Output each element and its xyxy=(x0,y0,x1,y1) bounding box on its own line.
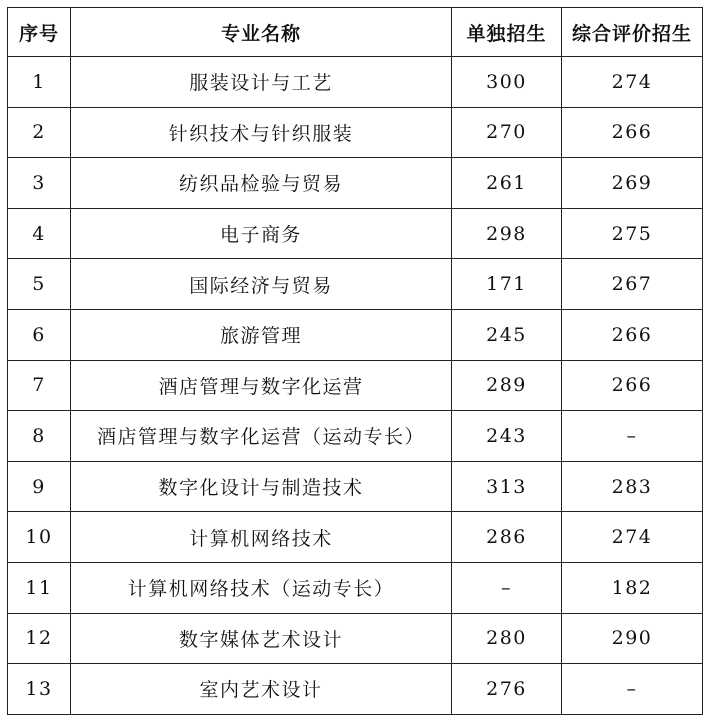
cell-comprehensive: 266 xyxy=(562,107,703,158)
cell-single: – xyxy=(452,562,562,613)
header-major-name: 专业名称 xyxy=(71,8,452,57)
cell-no: 9 xyxy=(8,461,71,512)
table-row xyxy=(8,259,703,310)
table-row xyxy=(8,512,703,563)
table-body xyxy=(8,57,703,715)
header-comprehensive-enrollment: 综合评价招生 xyxy=(562,8,703,57)
cell-single: 276 xyxy=(452,664,562,715)
cell-major-name: 数字化设计与制造技术 xyxy=(71,461,452,512)
table-row xyxy=(8,664,703,715)
cell-major-name: 针织技术与针织服装 xyxy=(71,107,452,158)
table-row xyxy=(8,158,703,209)
cell-no: 3 xyxy=(8,158,71,209)
cell-comprehensive: – xyxy=(562,664,703,715)
cell-no: 4 xyxy=(8,208,71,259)
cell-comprehensive: 274 xyxy=(562,57,703,108)
cell-single: 171 xyxy=(452,259,562,310)
cell-comprehensive: 266 xyxy=(562,309,703,360)
table-row xyxy=(8,57,703,108)
cell-comprehensive: 283 xyxy=(562,461,703,512)
cell-no: 8 xyxy=(8,411,71,462)
cell-no: 5 xyxy=(8,259,71,310)
cell-no: 1 xyxy=(8,57,71,108)
cell-major-name: 电子商务 xyxy=(71,208,452,259)
cell-major-name: 计算机网络技术 xyxy=(71,512,452,563)
cell-major-name: 服装设计与工艺 xyxy=(71,57,452,108)
table-row xyxy=(8,208,703,259)
table-row xyxy=(8,562,703,613)
table-row xyxy=(8,411,703,462)
cell-major-name: 室内艺术设计 xyxy=(71,664,452,715)
cell-major-name: 旅游管理 xyxy=(71,309,452,360)
cell-major-name: 数字媒体艺术设计 xyxy=(71,613,452,664)
cell-comprehensive: 269 xyxy=(562,158,703,209)
cell-no: 6 xyxy=(8,309,71,360)
cell-major-name: 国际经济与贸易 xyxy=(71,259,452,310)
cell-comprehensive: 275 xyxy=(562,208,703,259)
cell-no: 12 xyxy=(8,613,71,664)
cell-no: 7 xyxy=(8,360,71,411)
cell-major-name: 计算机网络技术（运动专长） xyxy=(71,562,452,613)
header-no: 序号 xyxy=(8,8,71,57)
cell-single: 270 xyxy=(452,107,562,158)
score-table xyxy=(7,7,703,715)
cell-comprehensive: 290 xyxy=(562,613,703,664)
table-row xyxy=(8,360,703,411)
cell-single: 298 xyxy=(452,208,562,259)
cell-single: 313 xyxy=(452,461,562,512)
cell-major-name: 纺织品检验与贸易 xyxy=(71,158,452,209)
header-single-enrollment: 单独招生 xyxy=(452,8,562,57)
cell-single: 261 xyxy=(452,158,562,209)
cell-single: 300 xyxy=(452,57,562,108)
cell-comprehensive: 266 xyxy=(562,360,703,411)
cell-no: 2 xyxy=(8,107,71,158)
cell-comprehensive: 274 xyxy=(562,512,703,563)
cell-single: 243 xyxy=(452,411,562,462)
cell-comprehensive: 182 xyxy=(562,562,703,613)
cell-major-name: 酒店管理与数字化运营（运动专长） xyxy=(71,411,452,462)
cell-major-name: 酒店管理与数字化运营 xyxy=(71,360,452,411)
cell-no: 10 xyxy=(8,512,71,563)
cell-comprehensive: – xyxy=(562,411,703,462)
cell-single: 289 xyxy=(452,360,562,411)
cell-no: 11 xyxy=(8,562,71,613)
cell-comprehensive: 267 xyxy=(562,259,703,310)
table-row xyxy=(8,613,703,664)
cell-single: 286 xyxy=(452,512,562,563)
header-row xyxy=(8,8,703,57)
table-row xyxy=(8,461,703,512)
cell-single: 245 xyxy=(452,309,562,360)
table-row xyxy=(8,309,703,360)
cell-single: 280 xyxy=(452,613,562,664)
cell-no: 13 xyxy=(8,664,71,715)
table-row xyxy=(8,107,703,158)
